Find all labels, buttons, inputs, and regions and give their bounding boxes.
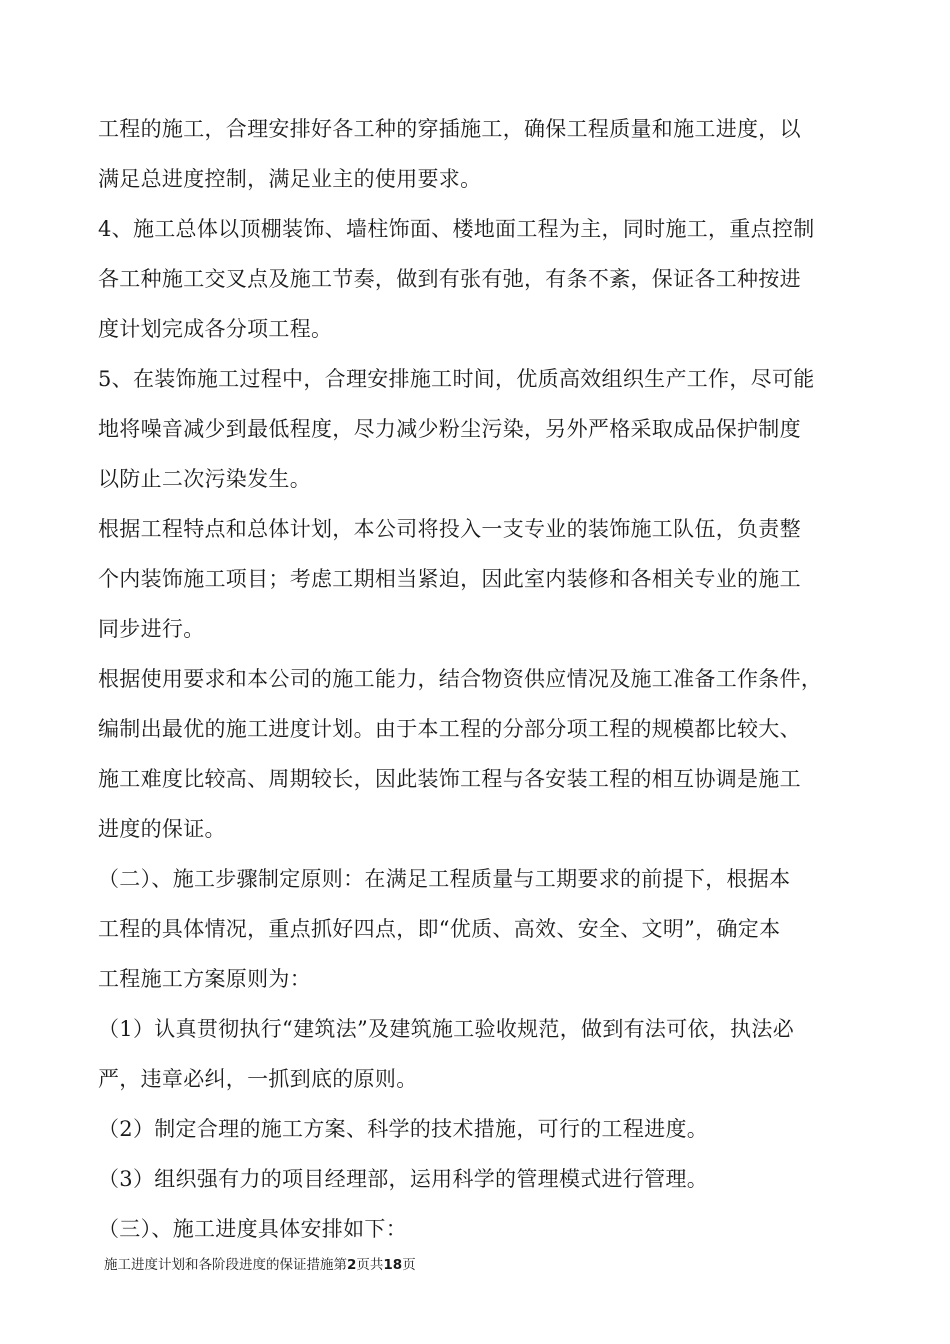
text-line: 工程的具体情况，重点抓好四点，即“优质、高效、安全、文明”，确定本: [98, 917, 781, 941]
footer-suffix: 页: [402, 1257, 416, 1273]
footer-page-current: 2: [347, 1257, 357, 1273]
text-line: （1）认真贯彻执行“建筑法”及建筑施工验收规范，做到有法可依，执法必: [98, 1017, 795, 1041]
text-line: 根据工程特点和总体计划，本公司将投入一支专业的装饰施工队伍，负责整: [98, 517, 801, 541]
text-line: 编制出最优的施工进度计划。由于本工程的分部分项工程的规模都比较大、: [98, 717, 801, 741]
footer-page-total: 18: [383, 1257, 403, 1273]
text-line: （2）制定合理的施工方案、科学的技术措施，可行的工程进度。: [98, 1117, 709, 1141]
text-line: 工程的施工，合理安排好各工种的穿插施工，确保工程质量和施工进度，以: [98, 117, 801, 141]
text-line: 4、施工总体以顶棚装饰、墙柱饰面、楼地面工程为主，同时施工，重点控制: [98, 217, 815, 241]
text-line: 施工难度比较高、周期较长，因此装饰工程与各安装工程的相互协调是施工: [98, 767, 801, 791]
text-line: （三）、施工进度具体安排如下：: [98, 1217, 407, 1241]
text-line: 以防止二次污染发生。: [98, 467, 311, 491]
text-line: 严，违章必纠，一抓到底的原则。: [98, 1067, 418, 1091]
text-line: 度计划完成各分项工程。: [98, 317, 333, 341]
text-line: 同步进行。: [98, 617, 205, 641]
page-footer: [104, 1256, 416, 1274]
document-body: [98, 108, 858, 1258]
text-line: 5、在装饰施工过程中，合理安排施工时间，优质高效组织生产工作，尽可能: [98, 367, 815, 391]
text-line: 根据使用要求和本公司的施工能力，结合物资供应情况及施工准备工作条件，: [98, 667, 823, 691]
text-line: 工程施工方案原则为：: [98, 967, 311, 991]
footer-middle: 页共: [356, 1257, 384, 1273]
text-line: 个内装饰施工项目；考虑工期相当紧迫，因此室内装修和各相关专业的施工: [98, 567, 801, 591]
text-line: 进度的保证。: [98, 817, 226, 841]
text-line: 各工种施工交叉点及施工节奏，做到有张有弛，有条不紊，保证各工种按进: [98, 267, 801, 291]
footer-prefix: 施工进度计划和各阶段进度的保证措施第: [104, 1257, 347, 1273]
text-line: （二）、施工步骤制定原则：在满足工程质量与工期要求的前提下，根据本: [98, 867, 791, 891]
text-line: 地将噪音减少到最低程度，尽力减少粉尘污染，另外严格采取成品保护制度: [98, 417, 801, 441]
text-line: （3）组织强有力的项目经理部，运用科学的管理模式进行管理。: [98, 1167, 709, 1191]
text-line: 满足总进度控制，满足业主的使用要求。: [98, 167, 482, 191]
